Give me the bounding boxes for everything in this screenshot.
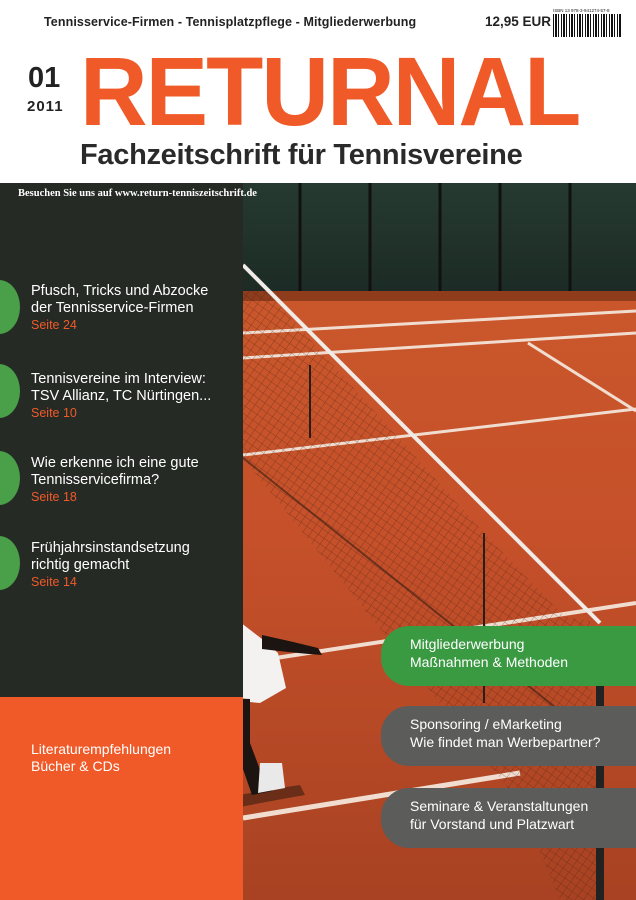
issue-year: 2011	[27, 98, 64, 115]
article-title-line: Frühjahrsinstandsetzung	[31, 540, 190, 556]
article-page: Seite 18	[31, 490, 77, 504]
isbn-number: ISBN 13 978-3-941274-57-8	[553, 8, 610, 13]
issue-number: 01	[28, 62, 61, 94]
feature-pill-seminars[interactable]	[381, 788, 636, 848]
article-title-line: Tennisvereine im Interview:	[31, 371, 206, 387]
feature-line: Mitgliederwerbung	[410, 636, 525, 652]
cover-price: 12,95 EUR	[485, 14, 552, 29]
feature-line: für Vorstand und Platzwart	[410, 816, 575, 832]
literature-line: Literaturempfehlungen	[31, 741, 172, 757]
feature-pill-membership[interactable]	[381, 626, 636, 686]
article-title	[31, 455, 241, 489]
article-teaser[interactable]	[31, 283, 241, 333]
magazine-subtitle: Fachzeitschrift für Tennisvereine	[80, 139, 523, 171]
article-title-line: Wie erkenne ich eine gute	[31, 455, 199, 471]
article-title-line: richtig gemacht	[31, 557, 130, 573]
feature-line: Sponsoring / eMarketing	[410, 716, 562, 732]
article-title-line: Pfusch, Tricks und Abzocke	[31, 283, 209, 299]
feature-pill-sponsoring[interactable]	[381, 706, 636, 766]
feature-line: Seminare & Veranstaltungen	[410, 798, 589, 814]
left-content-panel	[0, 183, 243, 697]
article-page: Seite 10	[31, 406, 77, 420]
article-teaser[interactable]	[31, 455, 241, 505]
cover-header	[0, 0, 636, 183]
article-title-line: der Tennisservice-Firmen	[31, 300, 194, 316]
article-teaser[interactable]	[31, 540, 241, 590]
magazine-logo: RETURNAL	[80, 37, 580, 146]
article-page: Seite 14	[31, 575, 77, 589]
article-page: Seite 24	[31, 318, 77, 332]
feature-line: Maßnahmen & Methoden	[410, 654, 568, 670]
website-link[interactable]: Besuchen Sie uns auf www.return-tenniszeitschrift.de	[18, 188, 257, 199]
barcode-icon	[553, 8, 621, 38]
literature-panel	[0, 697, 243, 900]
article-title	[31, 283, 241, 317]
barcode-bars	[553, 14, 621, 37]
cover-tagline: Tennisservice-Firmen - Tennisplatzpflege - Mitgliederwerbung	[44, 15, 417, 29]
article-teaser[interactable]	[31, 371, 241, 421]
literature-line: Bücher & CDs	[31, 758, 120, 774]
article-title	[31, 371, 241, 405]
feature-line: Wie findet man Werbepartner?	[410, 734, 601, 750]
article-title-line: TSV Allianz, TC Nürtingen...	[31, 388, 212, 404]
literature-teaser[interactable]	[31, 741, 171, 775]
article-title-line: Tennisservicefirma?	[31, 472, 160, 488]
article-title	[31, 540, 241, 574]
